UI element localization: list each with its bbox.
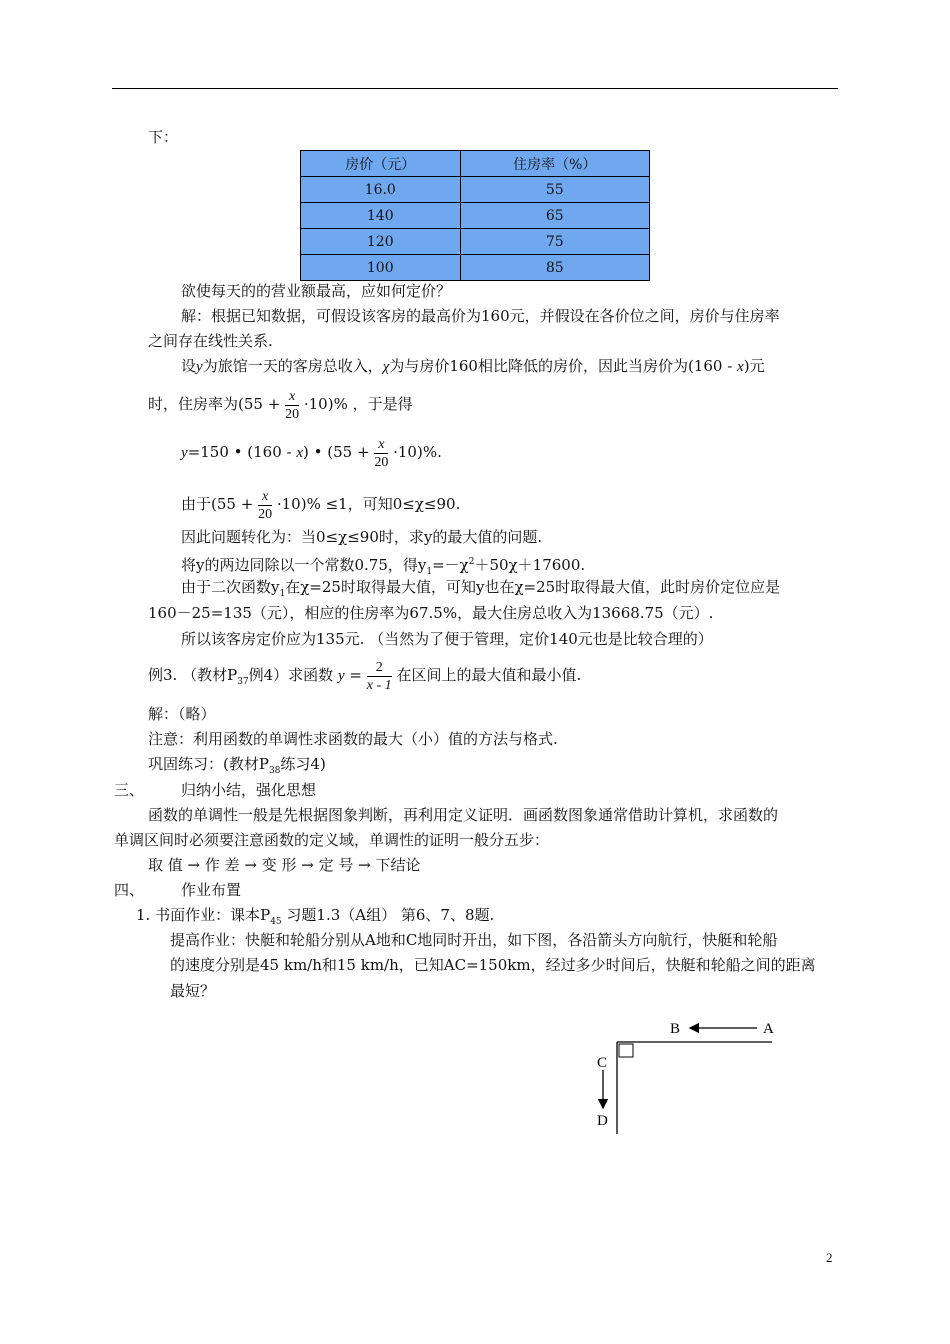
advanced-line-2: 的速度分别是45 km/h和15 km/h，已知AC=150km，经过多少时间后，快艇和轮船之间的距离	[170, 956, 816, 974]
solution-line-1: 解：根据已知数据，可假设该客房的最高价为160元，并假设在各价位之间，房价与住房率	[181, 307, 780, 325]
question-text: 欲使每天的的营业额最高，应如何定价？	[181, 282, 452, 300]
price-rate-table	[300, 150, 650, 281]
convert-line: 因此问题转化为：当0≤χ≤90时，求y的最大值的问题.	[181, 528, 543, 546]
section-4-number: 四、	[114, 881, 145, 899]
label-b: B	[670, 1021, 681, 1037]
steps-line: 取 值 → 作 差 → 变 形 → 定 号 → 下结论	[148, 856, 421, 874]
fraction: $\frac{2}{x - 1}$	[366, 659, 392, 693]
table-row	[301, 203, 650, 229]
table-cell: 100	[301, 255, 461, 281]
section-4-title: 作业布置	[181, 881, 242, 899]
fraction: $\frac{x}{20}$	[258, 488, 273, 522]
right-angle-mark	[619, 1044, 633, 1057]
quadratic-line-2: 160－25=135（元），相应的住房率为67.5%，最大住房总收入为13668.75（元）.	[148, 604, 714, 622]
equation-line: y=150 • (160 - x) • (55 + $\frac{x}{20}$ ·10)%.	[181, 436, 442, 470]
solution-line-2: 之间存在线性关系.	[148, 332, 273, 350]
example-3-line: 例3. （教材$P_{37}$例4）求函数 y = $\frac{2}{x - 1}$ 在区间上的最大值和最小值.	[148, 659, 582, 693]
table-cell: 55	[460, 177, 649, 203]
homework-1: 1. 书面作业：课本$P_{45}$ 习题1.3（A组） 第6、7、8题.	[136, 906, 495, 927]
advanced-line-1: 提高作业：快艇和轮船分别从A地和C地同时开出，如下图，各沿箭头方向航行，快艇和轮船	[170, 931, 778, 949]
table-row	[301, 229, 650, 255]
solution-3: 解：（略）	[148, 705, 216, 723]
practice-line: 巩固练习：(教材$P_{38}$练习4)	[148, 755, 326, 776]
rate-line: 时，住房率为(55 + $\frac{x}{20}$ ·10)% ，于是得	[148, 388, 413, 422]
summary-line-1: 函数的单调性一般是先根据图象判断，再利用定义证明．画函数图象通常借助计算机，求函数的	[148, 806, 779, 824]
section-3-number: 三、	[114, 781, 145, 799]
quadratic-line: 由于二次函数$y_1$在χ=25时取得最大值，可知y也在χ=25时取得最大值，此时房价定位应是	[181, 578, 781, 599]
note-line: 注意：利用函数的单调性求函数的最大（小）值的方法与格式.	[148, 730, 558, 748]
since-line: 由于(55 + $\frac{x}{20}$ ·10)% ≤1，可知0≤χ≤90.	[181, 488, 461, 522]
table-header-row	[301, 151, 650, 177]
section-3-title: 归纳小结，强化思想	[181, 781, 317, 799]
table-row	[301, 177, 650, 203]
table-cell: 16.0	[301, 177, 461, 203]
summary-line-2: 单调区间时必须要注意函数的定义域，单调性的证明一般分五步：	[114, 831, 550, 849]
table-cell: 85	[460, 255, 649, 281]
table-cell: 120	[301, 229, 461, 255]
table-cell: 65	[460, 203, 649, 229]
page-number: 2	[826, 1250, 833, 1265]
table-cell: 75	[460, 229, 649, 255]
table-header-cell: 住房率（%）	[460, 151, 649, 177]
ship-diagram	[590, 1012, 790, 1142]
table-header-cell: 房价（元）	[301, 151, 461, 177]
setup-line: 设y为旅馆一天的客房总收入，χ为与房价160相比降低的房价，因此当房价为(160 - x)元	[181, 357, 765, 375]
label-a: A	[763, 1021, 774, 1037]
header-rule	[112, 88, 838, 89]
conclusion-line: 所以该客房定价应为135元. （当然为了便于管理，定价140元也是比较合理的）	[181, 630, 713, 648]
fraction: $\frac{x}{20}$	[285, 388, 300, 422]
advanced-line-3: 最短？	[170, 982, 216, 1000]
divide-line: 将y的两边同除以一个常数0.75，得$y_1=-\chi^2+50\chi+17600$.	[181, 556, 586, 577]
table-row	[301, 255, 650, 281]
label-d: D	[597, 1113, 608, 1129]
table-cell: 140	[301, 203, 461, 229]
label-c: C	[597, 1055, 608, 1071]
fraction: $\frac{x}{20}$	[374, 436, 389, 470]
intro-text: 下：	[148, 128, 179, 146]
